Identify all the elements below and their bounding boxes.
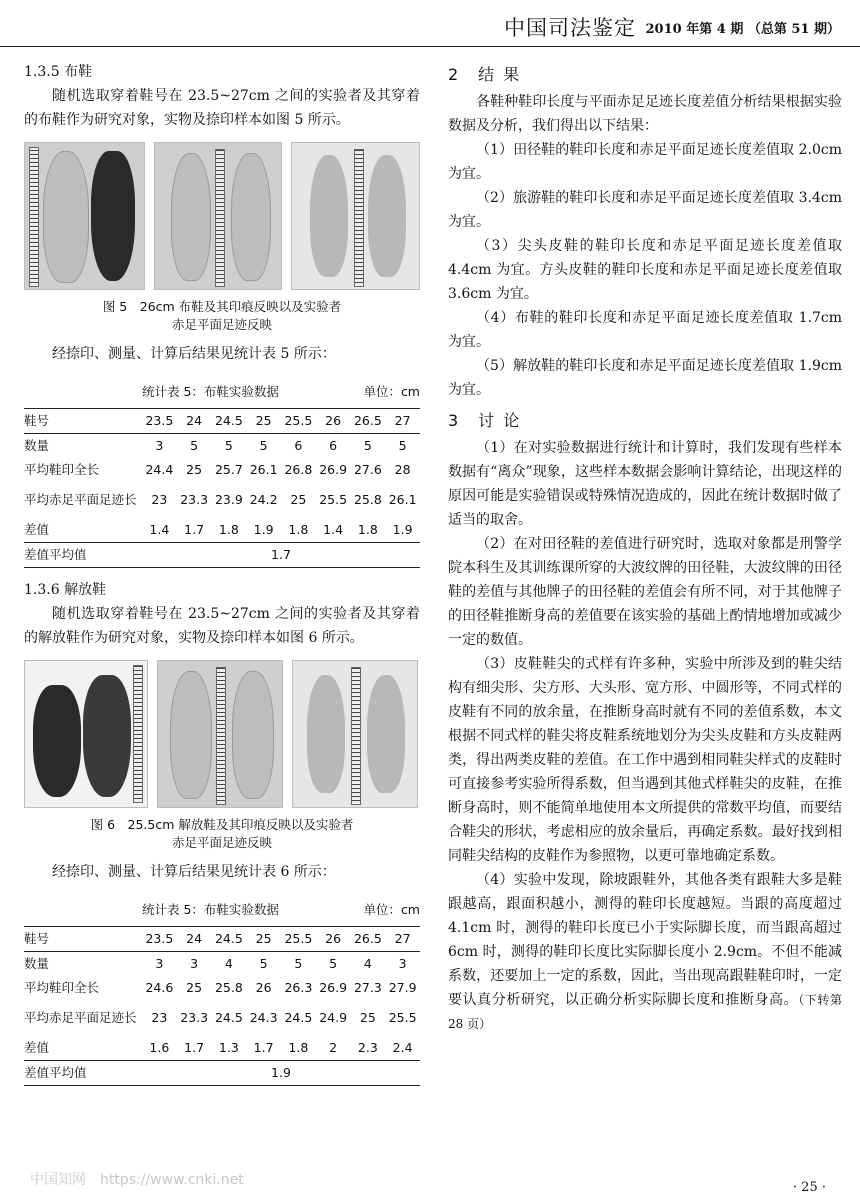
table-cell: 1.7 [184,1040,205,1055]
table-cell: 26 [316,927,351,952]
table-5-intro: 经捺印、测量、计算后结果见统计表 5 所示： [52,346,336,362]
table-cell: 25.5 [281,927,316,952]
results-intro: 各鞋种鞋印长度与平面赤足足迹长度差值分析结果根据实验数据及分析，我们得出以下结果： [448,94,842,134]
section-1-3-5-title: 1.3.5 布鞋 [24,64,93,80]
table-row [24,1000,420,1036]
table-cell: 5 [224,438,233,453]
table-cell: 数量 [24,956,50,971]
table-cell: 1.7 [184,522,205,537]
right-column [448,60,842,1036]
table-cell: 25 [186,462,203,477]
table-cell: 5 [259,956,268,971]
table-row [24,434,420,459]
table-cell: 5 [398,438,407,453]
table-cell: 平均赤足平面足迹长 [24,1010,137,1025]
table-cell: 26.3 [284,980,313,995]
table-cell: 差值平均值 [24,1061,142,1086]
table-cell: 1.8 [218,522,239,537]
table-cell: 6 [294,438,303,453]
fig6-sole-print-photo [157,660,283,808]
table-6-caption [24,898,420,922]
fig6-shoe-photo [24,660,148,808]
section-3-title: 3 讨 论 [448,411,522,430]
fig5-sole-print-photo [154,142,283,290]
table-cell: 28 [394,462,411,477]
section-2-title: 2 结 果 [448,65,522,84]
table-cell: 1.8 [288,1040,309,1055]
result-2: （2）旅游鞋的鞋印长度和赤足平面足迹长度差值取 3.4cm 为宜。 [448,190,842,230]
table-cell: 1.7 [253,1040,274,1055]
table-cell: 2.3 [357,1040,378,1055]
table-cell: 4 [363,956,372,971]
discussion-3: （3）皮鞋鞋尖的式样有许多种，实验中所涉及到的鞋尖结构有细尖形、尖方形、大头形、宽方形、中圆形等，不同式样的皮鞋有不同的放余量，在推断身高时就有不同的差值系数，本文根据不同式样的鞋尖将皮鞋系统地划分为尖头皮鞋和方头皮鞋两类，得出两类皮鞋的差值。在工作中遇到相同鞋尖样式的皮鞋时可直接参考实验所得系数，但当遇到其他式样鞋尖的皮鞋，在推断身高时，则不能简单地使用本文所提供的常数平均值，而要结合鞋尖的形状，考虑相应的放余量后，再确定系数。最好找到相同鞋尖结构的皮鞋作为参照物，以更可靠地确定系数。 [448,656,842,864]
table-cell: 平均鞋印全长 [24,980,100,995]
table-cell: 数量 [24,438,50,453]
table-cell: 23 [151,492,168,507]
discussion-4: （4）实验中发现，除坡跟鞋外，其他各类有跟鞋大多是鞋跟越高，跟面积越小，测得的鞋印长度越短。当跟的高度超过 4.1cm 时，测得的鞋印长度已小于实际脚长度，而当跟高超过 6cm 时，测得的鞋印长度比实际脚长度小 2.9cm。不但不能减系数，还要加上一定的系数，因此，当出现高跟鞋鞋印时，一定要认真分析研究，以正确分析实际脚长度和推断身高。（下转第 28 页） [448,872,842,1031]
table-cell: 2.4 [392,1040,413,1055]
table-cell: 差值平均值 [24,543,142,568]
table-cell: 26 [316,409,351,434]
result-1: （1）田径鞋的鞋印长度和赤足平面足迹长度差值取 2.0cm 为宜。 [448,142,842,182]
table-cell: 26.1 [388,492,417,507]
table-cell: 25 [246,409,281,434]
table-cell: 24 [177,409,212,434]
table-cell: 25.8 [353,492,382,507]
table-cell: 1.4 [323,522,344,537]
result-4: （4）布鞋的鞋印长度和赤足平面足迹长度差值取 1.7cm 为宜。 [448,310,842,350]
table-cell: 5 [259,438,268,453]
table-cell: 5 [294,956,303,971]
table-cell: 24.3 [249,1010,278,1025]
table-cell: 24.2 [249,492,278,507]
table-6-unit: 单位：cm [363,902,420,917]
table-cell: 25.5 [388,1010,417,1025]
table-cell: 6 [329,438,338,453]
table-cell: 1.6 [149,1040,170,1055]
continued-note: （下转第 28 页） [448,993,842,1031]
table-row [24,1061,420,1086]
table-cell: 24 [177,927,212,952]
table-cell: 27 [385,409,420,434]
table-cell: 26.8 [284,462,313,477]
table-cell: 差值 [24,522,50,537]
table-5-caption [24,380,420,404]
table-cell: 5 [329,956,338,971]
page-header [0,0,860,47]
table-cell: 26.5 [351,409,386,434]
fig5-barefoot-print-photo [291,142,420,290]
table-5-title: 统计表 5：布鞋实验数据 [142,384,279,399]
table-cell: 24.4 [145,462,174,477]
table-cell: 26.5 [351,927,386,952]
section-1-3-6-text: 随机选取穿着鞋号在 23.5~27cm 之间的实验者及其穿着的解放鞋作为研究对象，实物及捺印样本如图 6 所示。 [24,606,420,646]
table-cell: 25 [186,980,203,995]
table-cell: 3 [190,956,199,971]
table-6-intro: 经捺印、测量、计算后结果见统计表 6 所示： [52,864,336,880]
table-cell: 1.4 [149,522,170,537]
table-cell: 27.9 [388,980,417,995]
issue-info: 2010 年第 4 期 （总第 51 期） [645,22,840,37]
fig5-shoe-photo [24,142,145,290]
journal-title: 中国司法鉴定 [504,16,636,40]
figure-5 [24,142,420,290]
table-row [24,543,420,568]
fig6-barefoot-print-photo [292,660,418,808]
table-cell: 3 [398,956,407,971]
table-cell: 23.3 [180,492,209,507]
left-column [24,60,420,1086]
section-1-3-6-title: 1.3.6 解放鞋 [24,582,107,598]
table-6-title: 统计表 5：布鞋实验数据 [142,902,279,917]
table-cell: 23.3 [180,1010,209,1025]
table-cell: 27.3 [353,980,382,995]
table-cell: 1.9 [142,1061,420,1086]
table-cell: 鞋号 [24,927,142,952]
table-cell: 2 [329,1040,338,1055]
table-cell: 25.7 [214,462,243,477]
table-5-unit: 单位：cm [363,384,420,399]
table-row [24,1036,420,1061]
table-cell: 24.5 [284,1010,313,1025]
table-cell: 1.9 [392,522,413,537]
table-cell: 3 [155,956,164,971]
table-cell: 27 [385,927,420,952]
watermark: 中国知网 https://www.cnki.net [30,1172,244,1188]
table-row [24,482,420,518]
table-row [24,952,420,977]
table-cell: 1.9 [253,522,274,537]
table-cell: 26.9 [319,980,348,995]
table-cell: 26 [255,980,272,995]
table-cell: 25.5 [319,492,348,507]
figure-6 [24,660,420,808]
figure-5-caption: 图 5 26cm 布鞋及其印痕反映以及实验者 赤足平面足迹反映 [102,299,342,332]
table-cell: 4 [224,956,233,971]
discussion-1: （1）在对实验数据进行统计和计算时，我们发现有些样本数据有“离众”现象，这些样本数据会影响计算结论，出现这样的原因可能是实验错误或特殊情况造成的，因此在统计数据时做了适当的取舍。 [448,440,842,528]
table-cell: 25.8 [214,980,243,995]
table-cell: 鞋号 [24,409,142,434]
table-row [24,518,420,543]
table-6 [24,926,420,1086]
table-cell: 24.9 [319,1010,348,1025]
table-cell: 5 [363,438,372,453]
table-cell: 24.6 [145,980,174,995]
table-row [24,458,420,482]
table-cell: 23.9 [214,492,243,507]
table-cell: 24.5 [212,409,247,434]
table-row [24,976,420,1000]
table-cell: 5 [190,438,199,453]
figure-6-caption: 图 6 25.5cm 解放鞋及其印痕反映以及实验者 赤足平面足迹反映 [90,817,354,850]
result-5: （5）解放鞋的鞋印长度和赤足平面足迹长度差值取 1.9cm 为宜。 [448,358,842,398]
table-cell: 平均鞋印全长 [24,462,100,477]
table-cell: 26.1 [249,462,278,477]
table-cell: 1.3 [218,1040,239,1055]
table-cell: 23.5 [142,927,177,952]
table-cell: 25 [290,492,307,507]
table-5 [24,408,420,568]
table-cell: 24.5 [212,927,247,952]
table-cell: 26.9 [319,462,348,477]
table-row [24,927,420,952]
table-cell: 差值 [24,1040,50,1055]
page-number: · 25 · [792,1180,826,1195]
table-row [24,409,420,434]
table-cell: 25.5 [281,409,316,434]
table-cell: 1.7 [142,543,420,568]
table-cell: 27.6 [353,462,382,477]
table-cell: 23 [151,1010,168,1025]
table-cell: 25 [359,1010,376,1025]
table-cell: 1.8 [288,522,309,537]
table-cell: 平均赤足平面足迹长 [24,492,137,507]
table-cell: 25 [246,927,281,952]
table-cell: 24.5 [214,1010,243,1025]
result-3: （3）尖头皮鞋的鞋印长度和赤足平面足迹长度差值取 4.4cm 为宜。方头皮鞋的鞋印长度和赤足平面足迹长度差值取 3.6cm 为宜。 [448,238,842,302]
table-cell: 1.8 [357,522,378,537]
discussion-2: （2）在对田径鞋的差值进行研究时，选取对象都是刑警学院本科生及其训练课所穿的大波纹牌的田径鞋，大波纹牌的田径鞋的差值与其他牌子的田径鞋的差值会有所不同，对于其他牌子的田径鞋推断身高的差值要在该实验的基础上酌情地增加或减少一定的数值。 [448,536,842,648]
section-1-3-5-text: 随机选取穿着鞋号在 23.5~27cm 之间的实验者及其穿着的布鞋作为研究对象，实物及捺印样本如图 5 所示。 [24,88,420,128]
table-cell: 23.5 [142,409,177,434]
table-cell: 3 [155,438,164,453]
